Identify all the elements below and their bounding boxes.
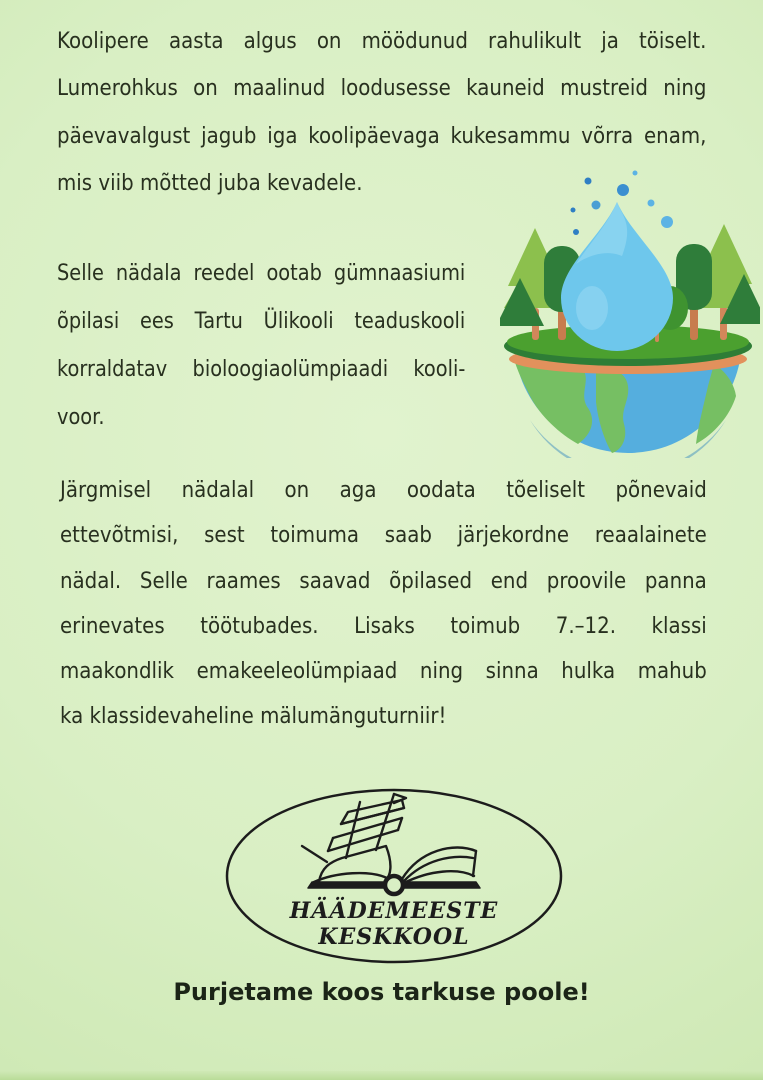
- water-drop: [561, 202, 673, 351]
- text-line: korraldatav bioloogiaolümpiaadi kooli-: [57, 357, 466, 382]
- text-line: päevavalgust jagub iga koolipäevaga kukesammu võrra enam,: [57, 122, 707, 149]
- paragraph-science-week: [60, 468, 707, 740]
- text-line: voor.: [57, 405, 105, 430]
- text-line: maakondlik emakeeleolümpiaad ning sinna hulka mahub: [60, 658, 707, 685]
- text-line: nädal. Selle raames saavad õpilased end proovile panna: [60, 567, 707, 594]
- text-line: õpilasi ees Tartu Ülikooli teaduskooli: [57, 309, 466, 334]
- text-line: Selle nädala reedel ootab gümnaasiumi: [57, 261, 466, 286]
- text-line: Lumerohkus on maalinud loodusesse kauneid mustreid ning: [57, 75, 707, 102]
- earth-water-drop-illustration: [500, 158, 760, 458]
- footer-bar: [0, 1071, 763, 1080]
- text-line: erinevates töötubades. Lisaks toimub 7.–12. klassi: [60, 612, 707, 639]
- school-logo: [224, 788, 564, 965]
- ship-and-book-emblem: [302, 794, 480, 894]
- text-line: Koolipere aasta algus on möödunud rahulikult ja töiselt.: [57, 28, 707, 54]
- text-line: ettevõtmisi, sest toimuma saab järjekordne reaalainete: [60, 522, 707, 549]
- tagline: Purjetame koos tarkuse poole!: [173, 978, 590, 1006]
- text-line: mis viib mõtted juba kevadele.: [57, 170, 363, 197]
- paragraph-biology-olympiad: [57, 250, 465, 442]
- school-name: HÄÄDEMEESTE KESKKOOL: [289, 898, 499, 950]
- text-line: ka klassidevaheline mälumänguturniir!: [60, 703, 447, 730]
- text-line: Järgmisel nädalal on aga oodata tõeliselt põnevaid: [60, 477, 707, 503]
